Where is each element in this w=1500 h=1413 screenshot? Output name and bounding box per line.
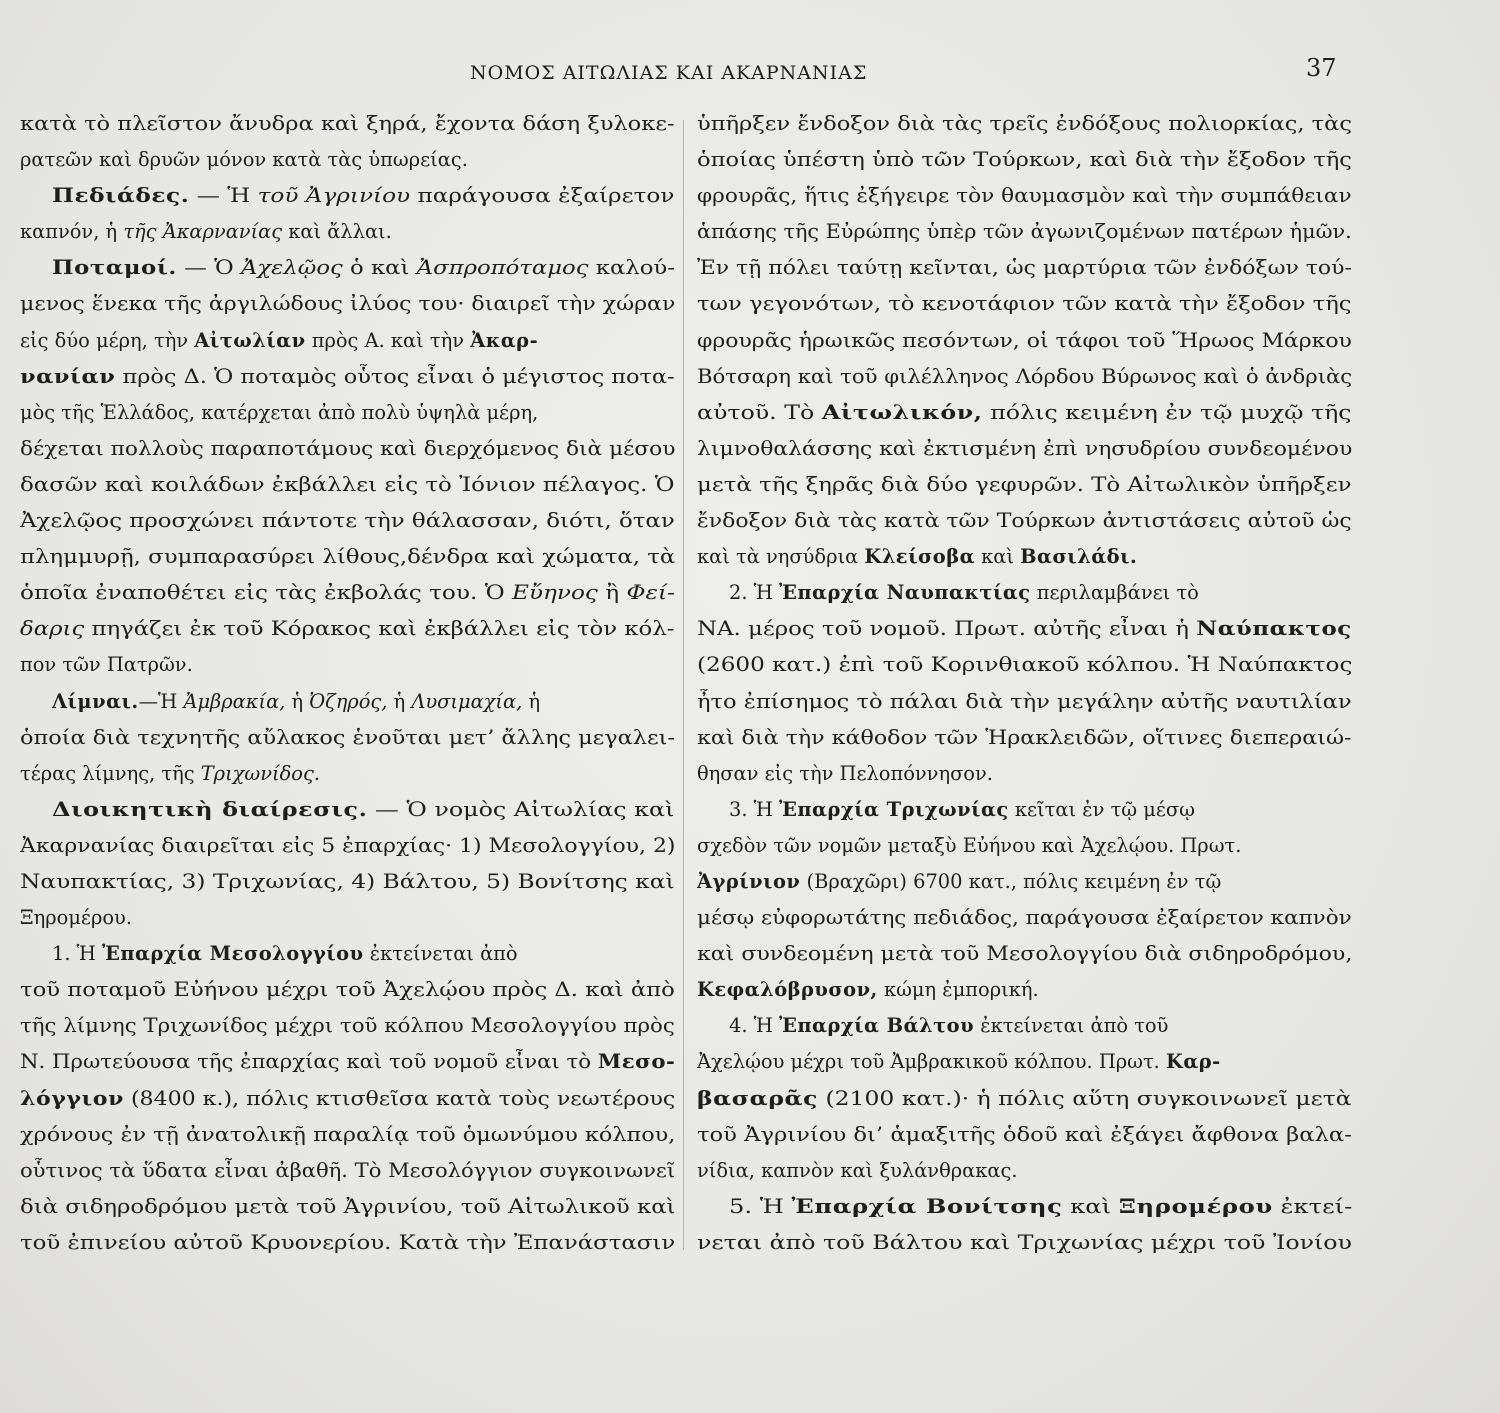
- text-line: [697, 1225, 1352, 1261]
- text-segment: μενος ἕνεκα τῆς ἀργιλώδους ἰλύος του· διαιρεῖ τὴν χώραν: [20, 292, 675, 316]
- text-line: [20, 178, 675, 214]
- text-segment: — Ἡ: [189, 184, 258, 208]
- column-divider: [683, 120, 684, 1250]
- text-segment: μὸς τῆς Ἑλλάδος, κατέρχεται ἀπὸ πολὺ ὑψηλὰ μέρη,: [20, 400, 539, 424]
- text-segment: καὶ ἄλλαι.: [282, 220, 392, 244]
- text-segment: των γεγονότων, τὸ κενοτάφιον τῶν κατὰ τὴν ἔξοδον τῆς: [697, 292, 1352, 316]
- text-segment: πρὸς Δ. Ὁ ποταμὸς οὗτος εἶναι ὁ μέγιστος ποτα-: [115, 364, 675, 388]
- text-line: [20, 684, 675, 720]
- text-segment: περιλαμβάνει τὸ: [1030, 581, 1199, 605]
- text-segment: ἁπάσης τῆς Εὐρώπης ὑπὲρ τῶν ἀγωνιζομένων πατέρων ἡμῶν.: [697, 220, 1352, 244]
- text-segment: ἐκτεί-: [1272, 1194, 1352, 1218]
- text-segment: κατὰ τὸ πλεῖστον ἄνυδρα καὶ ξηρά, ἔχοντα δάση ξυλοκε-: [20, 112, 675, 135]
- heading-term: Βασιλάδι.: [1020, 545, 1138, 569]
- text-segment: Ἀχελῷος προσχώνει πάντοτε τὴν θάλασσαν, διότι, ὅταν: [20, 509, 675, 533]
- text-segment: μετὰ τῆς ξηρᾶς διὰ δύο γεφυρῶν. Τὸ Αἰτωλικὸν ὑπῆρξεν: [697, 472, 1352, 496]
- text-segment: πλημμυρῇ, συμπαρασύρει λίθους,δένδρα καὶ χώματα, τὰ: [20, 545, 675, 569]
- text-line: [697, 286, 1352, 322]
- text-segment: ἡ: [387, 689, 412, 713]
- italic-term: Φεί-: [626, 581, 675, 605]
- text-segment: ὁποῖα ἐναποθέτει εἰς τὰς ἐκβολάς του. Ὁ: [20, 581, 512, 605]
- heading-term: Ἐπαρχία Τριχωνίας: [779, 797, 1009, 821]
- text-line: [20, 756, 675, 792]
- text-line: [20, 214, 675, 250]
- heading-term: Ξηρομέρου: [1118, 1194, 1273, 1218]
- text-line: [697, 1189, 1352, 1225]
- text-segment: νίδια, καπνὸν καὶ ξυλάνθρακας.: [697, 1158, 1018, 1182]
- text-segment: διὰ σιδηροδρόμου μετὰ τοῦ Ἀγρινίου, τοῦ Αἰτωλικοῦ καὶ: [20, 1194, 675, 1218]
- text-line: [20, 250, 675, 286]
- heading-term: Αἰτωλίαν: [194, 328, 306, 352]
- text-line: [697, 684, 1352, 720]
- italic-term: Εὔηνος: [511, 581, 598, 605]
- text-segment: ἡ: [522, 689, 541, 713]
- text-segment: παράγουσα ἐξαίρετον: [410, 184, 675, 208]
- text-line: [697, 323, 1352, 359]
- text-segment: ὁποία διὰ τεχνητῆς αὔλακος ἑνοῦται μετ’ ἄλλης μεγαλει-: [20, 725, 675, 749]
- text-line: [20, 142, 675, 178]
- text-segment: ἔνδοξον διὰ τὰς κατὰ τῶν Τούρκων ἀντιστάσεις αὐτοῦ ὡς: [697, 509, 1352, 533]
- text-segment: ἐκτείνεται ἀπὸ τοῦ: [974, 1014, 1169, 1038]
- text-line: [20, 828, 675, 864]
- running-title: ΝΟΜΟΣ ΑΙΤΩΛΙΑΣ ΚΑΙ ΑΚΑΡΝΑΝΙΑΣ: [470, 62, 868, 84]
- text-line: [697, 1117, 1352, 1153]
- text-segment: τοῦ ποταμοῦ Εὐήνου μέχρι τοῦ Ἀχελῴου πρὸς Δ. καὶ ἀπὸ: [20, 978, 675, 1002]
- text-line: [20, 720, 675, 756]
- text-segment: ὁποίας ὑπέστη ὑπὸ τῶν Τούρκων, καὶ διὰ τὴν ἔξοδον τῆς: [697, 148, 1352, 172]
- text-segment: αὐτοῦ. Τὸ: [697, 400, 822, 424]
- text-line: [20, 1189, 675, 1225]
- text-line: [697, 431, 1352, 467]
- text-segment: τῆς λίμνης Τριχωνίδος μέχρι τοῦ κόλπου Μεσολογγίου πρὸς: [20, 1014, 675, 1038]
- text-line: [20, 1044, 675, 1080]
- text-segment: ἦτο ἐπίσημος τὸ πάλαι διὰ τὴν μεγάλην αὐτῆς ναυτιλίαν: [697, 689, 1352, 713]
- italic-term: Ἀμβρακία,: [183, 689, 286, 713]
- text-segment: Ν. Πρωτεύουσα τῆς ἐπαρχίας καὶ τοῦ νομοῦ εἶναι τὸ: [20, 1050, 598, 1074]
- heading-term: Ἐπαρχία Ναυπακτίας: [779, 581, 1031, 605]
- text-segment: ἢ: [597, 581, 627, 605]
- text-segment: καλού-: [588, 256, 675, 280]
- text-segment: ΝΑ. μέρος τοῦ νομοῦ. Πρωτ. αὐτῆς εἶναι ἡ: [697, 617, 1197, 641]
- text-line: [697, 214, 1352, 250]
- text-line: [20, 286, 675, 322]
- text-line: [20, 395, 675, 431]
- text-segment: Ἀχελῴου μέχρι τοῦ Ἀμβρακικοῦ κόλπου. Πρωτ.: [697, 1050, 1167, 1074]
- text-segment: εἰς δύο μέρη, τὴν: [20, 328, 195, 352]
- text-line: [20, 431, 675, 467]
- text-line: [697, 647, 1352, 683]
- text-line: [697, 611, 1352, 647]
- text-line: [697, 972, 1352, 1008]
- text-segment: Ναυπακτίας, 3) Τριχωνίας, 4) Βάλτου, 5) Βονίτσης καὶ: [20, 869, 675, 893]
- heading-term: βασαρᾶς: [697, 1086, 819, 1110]
- heading-term: Αἰτωλικόν,: [821, 400, 983, 424]
- text-line: [697, 864, 1352, 900]
- text-segment: Βότσαρη καὶ τοῦ φιλέλληνος Λόρδου Βύρωνος καὶ ὁ ἀνδριὰς: [697, 364, 1352, 388]
- heading-term: Ἀγρίνιον: [697, 869, 801, 893]
- text-line: [697, 1044, 1352, 1080]
- text-line: [697, 828, 1352, 864]
- text-segment: καὶ: [1062, 1194, 1119, 1218]
- text-segment: λιμνοθαλάσσης καὶ ἐκτισμένη ἐπὶ νησυδρίου συνδεομένου: [697, 436, 1352, 460]
- text-segment: ρατεῶν καὶ δρυῶν μόνον κατὰ τὰς ὑπωρείας.: [20, 148, 468, 172]
- text-segment: — Ὁ: [176, 256, 241, 280]
- text-segment: καπνόν, ἡ: [20, 220, 124, 244]
- text-segment: νεται ἀπὸ τοῦ Βάλτου καὶ Τριχωνίας μέχρι τοῦ Ἰονίου: [697, 1230, 1352, 1254]
- text-segment: οὗτινος τὰ ὕδατα εἶναι ἀβαθῆ. Τὸ Μεσολόγγιον συγκοινωνεῖ: [20, 1158, 675, 1182]
- text-segment: θησαν εἰς τὴν Πελοπόννησον.: [697, 761, 993, 785]
- text-segment: σχεδὸν τῶν νομῶν μεταξὺ Εὐήνου καὶ Ἀχελῴου. Πρωτ.: [697, 833, 1242, 857]
- text-segment: ὑπῆρξεν ἔνδοξον διὰ τὰς τρεῖς ἐνδόξους πολιορκίας, τὰς: [697, 112, 1352, 135]
- text-segment: καὶ διὰ τὴν κάθοδον τῶν Ἡρακλειδῶν, οἵτινες διεπεραιώ-: [697, 725, 1352, 749]
- text-line: [20, 864, 675, 900]
- text-line: [20, 936, 675, 972]
- text-segment: δασῶν καὶ κοιλάδων ἐκβάλλει εἰς τὸ Ἰόνιον πέλαγος. Ὁ: [20, 472, 675, 496]
- text-line: [697, 178, 1352, 214]
- text-line: [697, 359, 1352, 395]
- heading-term: Πεδιάδες.: [52, 184, 190, 208]
- heading-term: Μεσο-: [597, 1050, 675, 1074]
- text-line: [20, 1081, 675, 1117]
- heading-term: Ναύπακτος: [1196, 617, 1352, 641]
- text-line: [20, 972, 675, 1008]
- text-segment: καὶ τὰ νησύδρια: [697, 545, 865, 569]
- text-segment: (Βραχῶρι) 6700 κατ., πόλις κειμένη ἐν τῷ: [800, 869, 1222, 893]
- text-segment: ἐκτείνεται ἀπὸ: [363, 942, 518, 966]
- text-line: [697, 900, 1352, 936]
- text-segment: Ἀκαρνανίας διαιρεῖται εἰς 5 ἐπαρχίας· 1) Μεσολογγίου, 2): [20, 833, 675, 857]
- text-line: [697, 936, 1352, 972]
- text-segment: ἡ: [285, 689, 310, 713]
- text-segment: (8400 κ.), πόλις κτισθεῖσα κατὰ τοὺς νεωτέρους: [123, 1086, 675, 1110]
- text-line: [20, 1008, 675, 1044]
- text-segment: τοῦ ἐπινείου αὐτοῦ Κρυονερίου. Κατὰ τὴν Ἐπανάστασιν: [20, 1230, 675, 1254]
- text-segment: κώμη ἐμπορική.: [877, 978, 1039, 1002]
- text-line: [697, 250, 1352, 286]
- heading-term: λόγγιον: [20, 1086, 124, 1110]
- text-segment: τέρας λίμνης, τῆς: [20, 761, 201, 785]
- text-segment: 1. Ἡ: [52, 942, 103, 966]
- text-segment: 2. Ἡ: [729, 581, 780, 605]
- text-segment: Ξηρομέρου.: [20, 906, 133, 930]
- text-segment: φρουρᾶς, ἥτις ἐξήγειρε τὸν θαυμασμὸν καὶ τὴν συμπάθειαν: [697, 184, 1352, 208]
- italic-term: τῆς Ἀκαρνανίας: [123, 220, 283, 244]
- page-header: [0, 54, 1500, 92]
- italic-term: Λυσιμαχία,: [411, 689, 523, 713]
- text-line: [20, 503, 675, 539]
- italic-term: δαρις: [20, 617, 85, 641]
- text-segment: πρὸς Α. καὶ τὴν: [305, 328, 471, 352]
- text-segment: —Ἡ: [138, 689, 184, 713]
- text-line: [697, 395, 1352, 431]
- text-line: [20, 323, 675, 359]
- text-segment: χρόνους ἐν τῇ ἀνατολικῇ παραλίᾳ τοῦ ὁμωνύμου κόλπου,: [20, 1122, 675, 1146]
- text-segment: καὶ: [975, 545, 1021, 569]
- heading-term: Ἐπαρχία Βονίτσης: [791, 1194, 1063, 1218]
- text-line: [697, 720, 1352, 756]
- text-line: [697, 1008, 1352, 1044]
- text-line: [697, 106, 1352, 142]
- text-line: [697, 575, 1352, 611]
- text-segment: πηγάζει ἐκ τοῦ Κόρακος καὶ ἐκβάλλει εἰς τὸν κόλ-: [84, 617, 675, 641]
- heading-term: Διοικητικὴ διαίρεσις.: [52, 797, 368, 821]
- text-line: [697, 503, 1352, 539]
- heading-term: Καρ-: [1166, 1050, 1221, 1074]
- text-segment: (2100 κατ.)· ἡ πόλις αὕτη συγκοινωνεῖ μετὰ: [818, 1086, 1352, 1110]
- text-segment: 4. Ἡ: [729, 1014, 780, 1038]
- heading-term: Ἐπαρχία Βάλτου: [779, 1014, 975, 1038]
- text-segment: φρουρᾶς ἡρωικῶς πεσόντων, οἱ τάφοι τοῦ Ἥρωος Μάρκου: [697, 328, 1352, 352]
- text-segment: Ἐν τῇ πόλει ταύτῃ κεῖνται, ὡς μαρτύρια τῶν ἐνδόξων τού-: [697, 256, 1352, 280]
- text-segment: πόλις κειμένη ἐν τῷ μυχῷ τῆς: [982, 400, 1352, 424]
- heading-term: Λίμναι.: [52, 689, 139, 713]
- text-segment: 5. Ἡ: [729, 1194, 792, 1218]
- left-column: [20, 106, 675, 1261]
- text-segment: καὶ συνδεομένη μετὰ τοῦ Μεσολογγίου διὰ σιδηροδρόμου,: [697, 942, 1352, 966]
- text-line: [20, 900, 675, 936]
- italic-term: Ἀχελῷος: [240, 256, 343, 280]
- text-segment: δέχεται πολλοὺς παραποτάμους καὶ διερχόμενος διὰ μέσου: [20, 436, 675, 460]
- text-line: [697, 1153, 1352, 1189]
- italic-term: τοῦ Ἀγρινίου: [257, 184, 411, 208]
- italic-term: Τριχωνίδος.: [200, 761, 321, 785]
- heading-term: Ἀκαρ-: [470, 328, 539, 352]
- page-number: 37: [1306, 54, 1337, 82]
- text-line: [20, 359, 675, 395]
- text-line: [20, 647, 675, 683]
- text-segment: τοῦ Ἀγρινίου δι’ ἁμαξιτῆς ὁδοῦ καὶ ἐξάγει ἄφθονα βαλα-: [697, 1122, 1352, 1146]
- text-segment: κεῖται ἐν τῷ μέσῳ: [1008, 797, 1195, 821]
- text-line: [20, 611, 675, 647]
- text-segment: ὁ καὶ: [342, 256, 417, 280]
- text-line: [20, 1117, 675, 1153]
- text-line: [20, 575, 675, 611]
- text-line: [697, 467, 1352, 503]
- text-line: [20, 467, 675, 503]
- text-line: [697, 756, 1352, 792]
- text-segment: μέσῳ εὐφορωτάτης πεδιάδος, παράγουσα ἐξαίρετον καπνὸν: [697, 906, 1352, 930]
- heading-term: Ποταμοί.: [52, 256, 177, 280]
- text-line: [697, 1081, 1352, 1117]
- italic-term: Ἀσπροπόταμος: [416, 256, 589, 280]
- text-line: [20, 1225, 675, 1261]
- text-line: [697, 142, 1352, 178]
- heading-term: Ἐπαρχία Μεσολογγίου: [102, 942, 364, 966]
- heading-term: Κλείσοβα: [864, 545, 975, 569]
- text-segment: πον τῶν Πατρῶν.: [20, 653, 193, 677]
- text-line: [20, 1153, 675, 1189]
- right-column: [697, 106, 1352, 1261]
- heading-term: Κεφαλόβρυσον,: [697, 978, 878, 1002]
- text-line: [697, 539, 1352, 575]
- heading-term: νανίαν: [20, 364, 116, 388]
- text-segment: — Ὁ νομὸς Αἰτωλίας καὶ: [367, 797, 675, 821]
- text-line: [20, 539, 675, 575]
- text-line: [20, 792, 675, 828]
- text-line: [697, 792, 1352, 828]
- text-line: [20, 106, 675, 142]
- text-segment: (2600 κατ.) ἐπὶ τοῦ Κορινθιακοῦ κόλπου. Ἡ Ναύπακτος: [697, 653, 1352, 677]
- text-segment: 3. Ἡ: [729, 797, 780, 821]
- italic-term: Ὀζηρός,: [309, 689, 388, 713]
